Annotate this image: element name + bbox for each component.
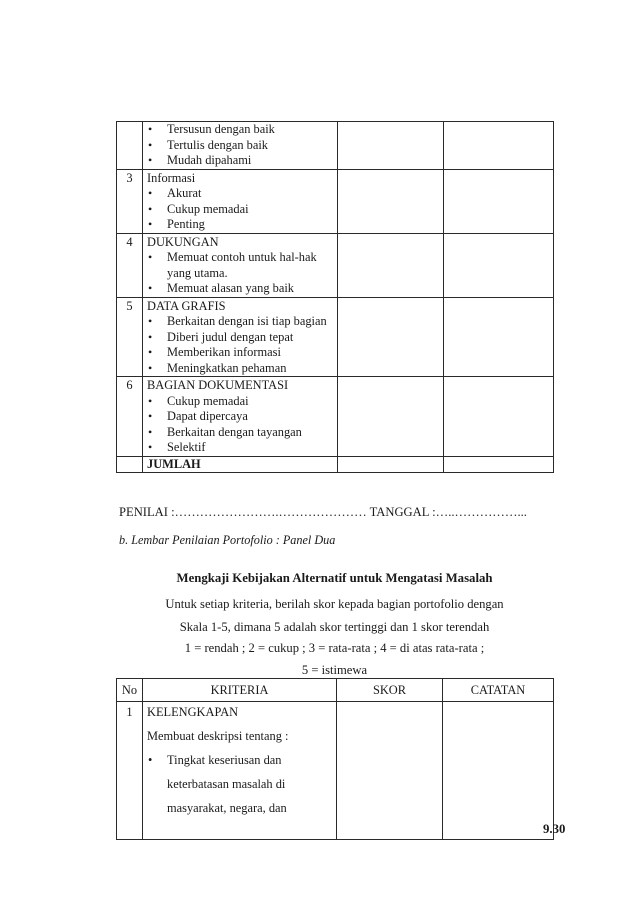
criteria-cell bbox=[143, 702, 337, 840]
header-criteria: KRITERIA bbox=[143, 679, 337, 702]
score-cell[interactable] bbox=[338, 377, 444, 457]
form-title: Mengkaji Kebijakan Alternatif untuk Mengatasi Masalah bbox=[176, 571, 493, 585]
table-row bbox=[117, 122, 554, 170]
score-cell[interactable] bbox=[338, 233, 444, 297]
total-row bbox=[117, 456, 554, 473]
list-item: • Memberikan informasi bbox=[147, 345, 337, 361]
row-number: 1 bbox=[117, 702, 143, 840]
table-row bbox=[117, 233, 554, 297]
criteria-intro: Membuat deskripsi tentang : bbox=[147, 729, 289, 743]
list-item-continuation: masyarakat, negara, dan bbox=[167, 801, 287, 815]
list-item: • Memuat contoh untuk hal-hak yang utama. bbox=[147, 250, 337, 281]
notes-cell[interactable] bbox=[444, 297, 554, 377]
total-label: JUMLAH bbox=[143, 456, 338, 473]
row-number: 4 bbox=[117, 233, 143, 297]
instruction-line: Skala 1-5, dimana 5 adalah skor tertinggi dan 1 skor terendah bbox=[179, 620, 490, 634]
instruction-line: 5 = istimewa bbox=[301, 663, 368, 677]
table-row bbox=[117, 702, 554, 840]
list-item: • Cukup memadai bbox=[147, 202, 337, 218]
empty-cell bbox=[117, 456, 143, 473]
total-notes-cell[interactable] bbox=[444, 456, 554, 473]
list-item: • Penting bbox=[147, 217, 337, 233]
row-number: 6 bbox=[117, 377, 143, 457]
table-row bbox=[117, 377, 554, 457]
notes-cell[interactable] bbox=[444, 122, 554, 170]
list-item: • Tertulis dengan baik bbox=[147, 138, 337, 154]
notes-cell[interactable] bbox=[444, 377, 554, 457]
criteria-cell bbox=[143, 122, 338, 170]
criteria-heading: DATA GRAFIS bbox=[147, 298, 226, 313]
header-score: SKOR bbox=[337, 679, 443, 702]
row-number: 3 bbox=[117, 169, 143, 233]
row-number: 5 bbox=[117, 297, 143, 377]
section-subtitle: b. Lembar Penilaian Portofolio : Panel Dua bbox=[119, 533, 336, 547]
list-item: • Cukup memadai bbox=[147, 394, 337, 410]
table-header-row bbox=[117, 679, 554, 702]
list-item: • Meningkatkan pehaman bbox=[147, 361, 337, 377]
list-item: • Tingkat keseriusan dan bbox=[147, 750, 336, 774]
score-cell[interactable] bbox=[338, 169, 444, 233]
criteria-cell bbox=[143, 297, 338, 377]
notes-cell[interactable] bbox=[444, 233, 554, 297]
list-item: • Berkaitan dengan tayangan bbox=[147, 425, 337, 441]
rubric-table-panel-one bbox=[116, 121, 554, 473]
list-item: • Diberi judul dengan tepat bbox=[147, 330, 337, 346]
criteria-heading: Informasi bbox=[147, 170, 196, 185]
list-item: • Berkaitan dengan isi tiap bagian bbox=[147, 314, 337, 330]
total-score-cell[interactable] bbox=[338, 456, 444, 473]
score-cell[interactable] bbox=[338, 297, 444, 377]
list-item: • Selektif bbox=[147, 440, 337, 456]
header-notes: CATATAN bbox=[443, 679, 554, 702]
criteria-heading: DUKUNGAN bbox=[147, 234, 219, 249]
notes-cell[interactable] bbox=[443, 702, 554, 840]
list-item: • Mudah dipahami bbox=[147, 153, 337, 169]
list-item: • Dapat dipercaya bbox=[147, 409, 337, 425]
header-no: No bbox=[117, 679, 143, 702]
criteria-cell bbox=[143, 377, 338, 457]
criteria-cell bbox=[143, 169, 338, 233]
table-row bbox=[117, 297, 554, 377]
list-item: • Akurat bbox=[147, 186, 337, 202]
list-item: • Memuat alasan yang baik bbox=[147, 281, 337, 297]
list-item: • Tersusun dengan baik bbox=[147, 122, 337, 138]
list-item-continuation: keterbatasan masalah di bbox=[167, 777, 286, 791]
table-row bbox=[117, 169, 554, 233]
instruction-line: Untuk setiap kriteria, berilah skor kepada bagian portofolio dengan bbox=[165, 597, 504, 611]
rubric-table-panel-two bbox=[116, 678, 554, 840]
page-number: 9.30 bbox=[543, 822, 566, 836]
notes-cell[interactable] bbox=[444, 169, 554, 233]
score-cell[interactable] bbox=[338, 122, 444, 170]
instruction-line: 1 = rendah ; 2 = cukup ; 3 = rata-rata ; 4 = di atas rata-rata ; bbox=[184, 641, 485, 655]
criteria-heading: BAGIAN DOKUMENTASI bbox=[147, 378, 289, 392]
criteria-cell bbox=[143, 233, 338, 297]
assessor-date-line: PENILAI :…………………….………………… TANGGAL :…..……………... bbox=[119, 505, 527, 519]
criteria-heading: KELENGKAPAN bbox=[147, 705, 239, 719]
score-cell[interactable] bbox=[337, 702, 443, 840]
row-number bbox=[117, 122, 143, 170]
